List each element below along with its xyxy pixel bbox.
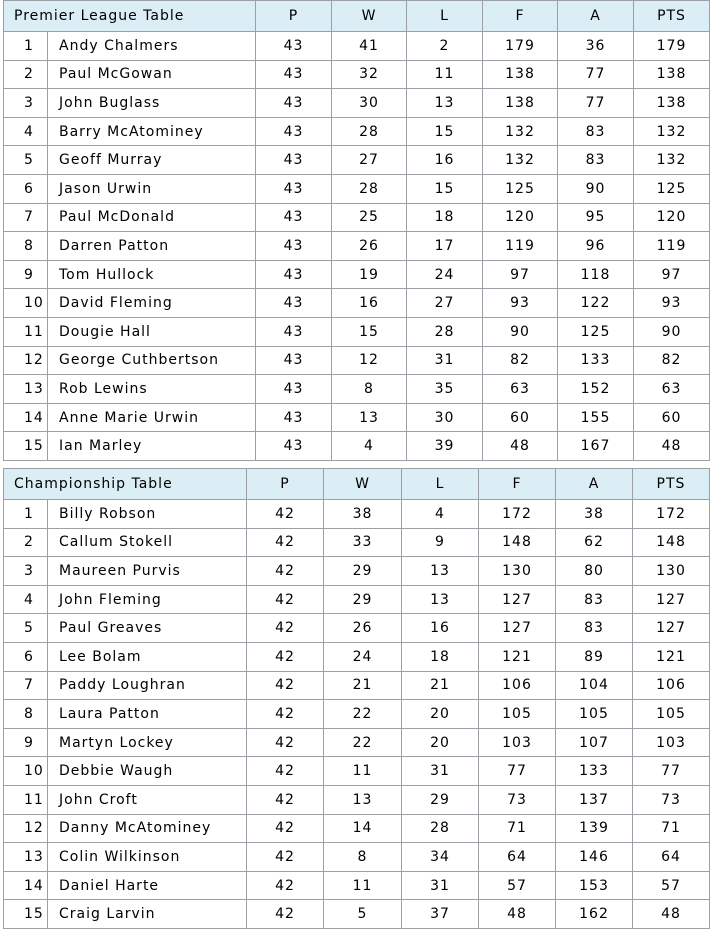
won-cell: 29 xyxy=(324,557,402,586)
for-cell: 125 xyxy=(483,174,558,203)
against-cell: 96 xyxy=(558,232,634,261)
player-name-cell: Martyn Lockey xyxy=(48,728,247,757)
table-row xyxy=(4,900,710,929)
position-cell: 3 xyxy=(4,89,48,118)
against-cell: 104 xyxy=(556,671,633,700)
player-name-cell: Paul Greaves xyxy=(48,614,247,643)
points-cell: 132 xyxy=(634,117,710,146)
against-cell: 77 xyxy=(558,89,634,118)
played-cell: 42 xyxy=(247,900,324,929)
table-row xyxy=(4,403,710,432)
lost-cell: 9 xyxy=(402,528,479,557)
won-cell: 25 xyxy=(332,203,407,232)
won-cell: 21 xyxy=(324,671,402,700)
for-cell: 57 xyxy=(479,871,556,900)
player-name-cell: Paddy Loughran xyxy=(48,671,247,700)
for-cell: 77 xyxy=(479,757,556,786)
championship-table xyxy=(3,468,710,929)
against-cell: 146 xyxy=(556,843,633,872)
against-cell: 105 xyxy=(556,700,633,729)
table-row xyxy=(4,557,710,586)
won-cell: 4 xyxy=(332,432,407,461)
points-cell: 60 xyxy=(634,403,710,432)
column-header-f: F xyxy=(483,1,558,32)
lost-cell: 34 xyxy=(402,843,479,872)
won-cell: 30 xyxy=(332,89,407,118)
points-cell: 90 xyxy=(634,317,710,346)
lost-cell: 17 xyxy=(407,232,483,261)
against-cell: 125 xyxy=(558,317,634,346)
player-name-cell: John Croft xyxy=(48,785,247,814)
won-cell: 8 xyxy=(332,375,407,404)
for-cell: 127 xyxy=(479,585,556,614)
for-cell: 97 xyxy=(483,260,558,289)
points-cell: 57 xyxy=(633,871,710,900)
position-cell: 3 xyxy=(4,557,48,586)
played-cell: 42 xyxy=(247,585,324,614)
played-cell: 42 xyxy=(247,871,324,900)
for-cell: 132 xyxy=(483,117,558,146)
player-name-cell: John Fleming xyxy=(48,585,247,614)
position-cell: 15 xyxy=(4,432,48,461)
won-cell: 8 xyxy=(324,843,402,872)
against-cell: 162 xyxy=(556,900,633,929)
against-cell: 95 xyxy=(558,203,634,232)
against-cell: 90 xyxy=(558,174,634,203)
points-cell: 93 xyxy=(634,289,710,318)
against-cell: 62 xyxy=(556,528,633,557)
against-cell: 83 xyxy=(558,146,634,175)
lost-cell: 18 xyxy=(407,203,483,232)
won-cell: 27 xyxy=(332,146,407,175)
points-cell: 130 xyxy=(633,557,710,586)
lost-cell: 35 xyxy=(407,375,483,404)
points-cell: 105 xyxy=(633,700,710,729)
table-row xyxy=(4,174,710,203)
points-cell: 48 xyxy=(633,900,710,929)
position-cell: 7 xyxy=(4,203,48,232)
against-cell: 155 xyxy=(558,403,634,432)
for-cell: 103 xyxy=(479,728,556,757)
player-name-cell: Callum Stokell xyxy=(48,528,247,557)
for-cell: 130 xyxy=(479,557,556,586)
won-cell: 38 xyxy=(324,500,402,529)
played-cell: 43 xyxy=(256,174,332,203)
table-body xyxy=(4,32,710,461)
column-header-pts: PTS xyxy=(634,1,710,32)
lost-cell: 4 xyxy=(402,500,479,529)
against-cell: 133 xyxy=(556,757,633,786)
lost-cell: 2 xyxy=(407,32,483,61)
table-row xyxy=(4,528,710,557)
player-name-cell: Geoff Murray xyxy=(48,146,256,175)
against-cell: 122 xyxy=(558,289,634,318)
table-row xyxy=(4,32,710,61)
played-cell: 42 xyxy=(247,700,324,729)
column-header-l: L xyxy=(407,1,483,32)
points-cell: 64 xyxy=(633,843,710,872)
player-name-cell: Billy Robson xyxy=(48,500,247,529)
points-cell: 103 xyxy=(633,728,710,757)
won-cell: 13 xyxy=(324,785,402,814)
table-row xyxy=(4,757,710,786)
won-cell: 22 xyxy=(324,700,402,729)
against-cell: 38 xyxy=(556,500,633,529)
lost-cell: 31 xyxy=(407,346,483,375)
lost-cell: 27 xyxy=(407,289,483,318)
played-cell: 42 xyxy=(247,528,324,557)
against-cell: 107 xyxy=(556,728,633,757)
column-header-a: A xyxy=(556,469,633,500)
position-cell: 4 xyxy=(4,117,48,146)
position-cell: 6 xyxy=(4,174,48,203)
player-name-cell: Barry McAtominey xyxy=(48,117,256,146)
for-cell: 63 xyxy=(483,375,558,404)
against-cell: 83 xyxy=(556,585,633,614)
lost-cell: 28 xyxy=(402,814,479,843)
position-cell: 2 xyxy=(4,528,48,557)
lost-cell: 30 xyxy=(407,403,483,432)
table-title: Championship Table xyxy=(4,469,247,500)
lost-cell: 29 xyxy=(402,785,479,814)
against-cell: 167 xyxy=(558,432,634,461)
won-cell: 16 xyxy=(332,289,407,318)
lost-cell: 13 xyxy=(402,585,479,614)
table-row xyxy=(4,203,710,232)
points-cell: 121 xyxy=(633,642,710,671)
for-cell: 60 xyxy=(483,403,558,432)
lost-cell: 20 xyxy=(402,728,479,757)
for-cell: 127 xyxy=(479,614,556,643)
against-cell: 36 xyxy=(558,32,634,61)
played-cell: 42 xyxy=(247,814,324,843)
position-cell: 5 xyxy=(4,614,48,643)
for-cell: 73 xyxy=(479,785,556,814)
won-cell: 26 xyxy=(332,232,407,261)
column-header-p: P xyxy=(247,469,324,500)
player-name-cell: Tom Hullock xyxy=(48,260,256,289)
table-row xyxy=(4,289,710,318)
table-row xyxy=(4,614,710,643)
position-cell: 4 xyxy=(4,585,48,614)
played-cell: 43 xyxy=(256,232,332,261)
points-cell: 148 xyxy=(633,528,710,557)
won-cell: 11 xyxy=(324,871,402,900)
lost-cell: 13 xyxy=(407,89,483,118)
table-header-row xyxy=(4,469,710,500)
table-row xyxy=(4,843,710,872)
won-cell: 19 xyxy=(332,260,407,289)
position-cell: 13 xyxy=(4,375,48,404)
player-name-cell: Craig Larvin xyxy=(48,900,247,929)
position-cell: 2 xyxy=(4,60,48,89)
for-cell: 120 xyxy=(483,203,558,232)
points-cell: 138 xyxy=(634,60,710,89)
against-cell: 77 xyxy=(558,60,634,89)
points-cell: 63 xyxy=(634,375,710,404)
position-cell: 1 xyxy=(4,500,48,529)
position-cell: 9 xyxy=(4,260,48,289)
won-cell: 41 xyxy=(332,32,407,61)
position-cell: 12 xyxy=(4,814,48,843)
player-name-cell: Paul McDonald xyxy=(48,203,256,232)
for-cell: 179 xyxy=(483,32,558,61)
points-cell: 132 xyxy=(634,146,710,175)
position-cell: 14 xyxy=(4,871,48,900)
lost-cell: 21 xyxy=(402,671,479,700)
player-name-cell: George Cuthbertson xyxy=(48,346,256,375)
player-name-cell: Jason Urwin xyxy=(48,174,256,203)
premier-league-table xyxy=(3,0,710,461)
player-name-cell: Darren Patton xyxy=(48,232,256,261)
table-row xyxy=(4,785,710,814)
for-cell: 48 xyxy=(479,900,556,929)
for-cell: 82 xyxy=(483,346,558,375)
against-cell: 137 xyxy=(556,785,633,814)
column-header-a: A xyxy=(558,1,634,32)
player-name-cell: Debbie Waugh xyxy=(48,757,247,786)
for-cell: 64 xyxy=(479,843,556,872)
lost-cell: 31 xyxy=(402,757,479,786)
player-name-cell: Dougie Hall xyxy=(48,317,256,346)
for-cell: 172 xyxy=(479,500,556,529)
lost-cell: 39 xyxy=(407,432,483,461)
table-row xyxy=(4,317,710,346)
points-cell: 138 xyxy=(634,89,710,118)
position-cell: 14 xyxy=(4,403,48,432)
column-header-pts: PTS xyxy=(633,469,710,500)
played-cell: 42 xyxy=(247,557,324,586)
player-name-cell: Laura Patton xyxy=(48,700,247,729)
lost-cell: 16 xyxy=(402,614,479,643)
position-cell: 5 xyxy=(4,146,48,175)
column-header-w: W xyxy=(324,469,402,500)
for-cell: 105 xyxy=(479,700,556,729)
lost-cell: 28 xyxy=(407,317,483,346)
played-cell: 43 xyxy=(256,89,332,118)
lost-cell: 20 xyxy=(402,700,479,729)
table-row xyxy=(4,500,710,529)
table-row xyxy=(4,871,710,900)
lost-cell: 15 xyxy=(407,117,483,146)
table-row xyxy=(4,585,710,614)
played-cell: 43 xyxy=(256,260,332,289)
for-cell: 48 xyxy=(483,432,558,461)
table-row xyxy=(4,232,710,261)
player-name-cell: Paul McGowan xyxy=(48,60,256,89)
for-cell: 132 xyxy=(483,146,558,175)
table-row xyxy=(4,728,710,757)
won-cell: 26 xyxy=(324,614,402,643)
table-row xyxy=(4,260,710,289)
points-cell: 119 xyxy=(634,232,710,261)
played-cell: 43 xyxy=(256,146,332,175)
against-cell: 80 xyxy=(556,557,633,586)
position-cell: 10 xyxy=(4,757,48,786)
table-body xyxy=(4,500,710,929)
player-name-cell: Colin Wilkinson xyxy=(48,843,247,872)
against-cell: 153 xyxy=(556,871,633,900)
table-row xyxy=(4,642,710,671)
table-row xyxy=(4,117,710,146)
column-header-w: W xyxy=(332,1,407,32)
won-cell: 11 xyxy=(324,757,402,786)
won-cell: 24 xyxy=(324,642,402,671)
table-row xyxy=(4,432,710,461)
position-cell: 15 xyxy=(4,900,48,929)
played-cell: 43 xyxy=(256,117,332,146)
column-header-p: P xyxy=(256,1,332,32)
won-cell: 14 xyxy=(324,814,402,843)
lost-cell: 16 xyxy=(407,146,483,175)
for-cell: 106 xyxy=(479,671,556,700)
player-name-cell: John Buglass xyxy=(48,89,256,118)
won-cell: 22 xyxy=(324,728,402,757)
player-name-cell: David Fleming xyxy=(48,289,256,318)
points-cell: 71 xyxy=(633,814,710,843)
player-name-cell: Danny McAtominey xyxy=(48,814,247,843)
played-cell: 42 xyxy=(247,757,324,786)
player-name-cell: Maureen Purvis xyxy=(48,557,247,586)
played-cell: 43 xyxy=(256,289,332,318)
played-cell: 42 xyxy=(247,785,324,814)
for-cell: 90 xyxy=(483,317,558,346)
for-cell: 121 xyxy=(479,642,556,671)
position-cell: 6 xyxy=(4,642,48,671)
for-cell: 138 xyxy=(483,89,558,118)
points-cell: 48 xyxy=(634,432,710,461)
lost-cell: 15 xyxy=(407,174,483,203)
played-cell: 43 xyxy=(256,375,332,404)
table-header-row xyxy=(4,1,710,32)
won-cell: 28 xyxy=(332,117,407,146)
against-cell: 83 xyxy=(558,117,634,146)
won-cell: 12 xyxy=(332,346,407,375)
against-cell: 89 xyxy=(556,642,633,671)
for-cell: 148 xyxy=(479,528,556,557)
for-cell: 71 xyxy=(479,814,556,843)
table-row xyxy=(4,814,710,843)
player-name-cell: Andy Chalmers xyxy=(48,32,256,61)
table-row xyxy=(4,671,710,700)
points-cell: 106 xyxy=(633,671,710,700)
won-cell: 5 xyxy=(324,900,402,929)
played-cell: 42 xyxy=(247,642,324,671)
won-cell: 15 xyxy=(332,317,407,346)
table-row xyxy=(4,146,710,175)
position-cell: 9 xyxy=(4,728,48,757)
player-name-cell: Anne Marie Urwin xyxy=(48,403,256,432)
points-cell: 77 xyxy=(633,757,710,786)
points-cell: 127 xyxy=(633,614,710,643)
for-cell: 93 xyxy=(483,289,558,318)
played-cell: 43 xyxy=(256,32,332,61)
table-row xyxy=(4,346,710,375)
played-cell: 42 xyxy=(247,728,324,757)
player-name-cell: Rob Lewins xyxy=(48,375,256,404)
position-cell: 8 xyxy=(4,232,48,261)
against-cell: 139 xyxy=(556,814,633,843)
position-cell: 12 xyxy=(4,346,48,375)
played-cell: 43 xyxy=(256,60,332,89)
played-cell: 42 xyxy=(247,614,324,643)
played-cell: 42 xyxy=(247,500,324,529)
position-cell: 7 xyxy=(4,671,48,700)
for-cell: 138 xyxy=(483,60,558,89)
played-cell: 42 xyxy=(247,843,324,872)
played-cell: 43 xyxy=(256,403,332,432)
points-cell: 179 xyxy=(634,32,710,61)
against-cell: 152 xyxy=(558,375,634,404)
player-name-cell: Ian Marley xyxy=(48,432,256,461)
lost-cell: 24 xyxy=(407,260,483,289)
won-cell: 29 xyxy=(324,585,402,614)
points-cell: 73 xyxy=(633,785,710,814)
won-cell: 32 xyxy=(332,60,407,89)
played-cell: 43 xyxy=(256,432,332,461)
points-cell: 120 xyxy=(634,203,710,232)
position-cell: 13 xyxy=(4,843,48,872)
points-cell: 125 xyxy=(634,174,710,203)
points-cell: 97 xyxy=(634,260,710,289)
points-cell: 172 xyxy=(633,500,710,529)
table-row xyxy=(4,375,710,404)
lost-cell: 31 xyxy=(402,871,479,900)
table-row xyxy=(4,89,710,118)
position-cell: 10 xyxy=(4,289,48,318)
against-cell: 83 xyxy=(556,614,633,643)
against-cell: 133 xyxy=(558,346,634,375)
table-title: Premier League Table xyxy=(4,1,256,32)
played-cell: 43 xyxy=(256,203,332,232)
position-cell: 8 xyxy=(4,700,48,729)
lost-cell: 13 xyxy=(402,557,479,586)
against-cell: 118 xyxy=(558,260,634,289)
player-name-cell: Daniel Harte xyxy=(48,871,247,900)
table-row xyxy=(4,700,710,729)
table-row xyxy=(4,60,710,89)
position-cell: 11 xyxy=(4,317,48,346)
lost-cell: 11 xyxy=(407,60,483,89)
won-cell: 28 xyxy=(332,174,407,203)
points-cell: 127 xyxy=(633,585,710,614)
column-header-l: L xyxy=(402,469,479,500)
points-cell: 82 xyxy=(634,346,710,375)
position-cell: 1 xyxy=(4,32,48,61)
played-cell: 42 xyxy=(247,671,324,700)
column-header-f: F xyxy=(479,469,556,500)
won-cell: 33 xyxy=(324,528,402,557)
won-cell: 13 xyxy=(332,403,407,432)
played-cell: 43 xyxy=(256,317,332,346)
lost-cell: 37 xyxy=(402,900,479,929)
player-name-cell: Lee Bolam xyxy=(48,642,247,671)
for-cell: 119 xyxy=(483,232,558,261)
played-cell: 43 xyxy=(256,346,332,375)
position-cell: 11 xyxy=(4,785,48,814)
lost-cell: 18 xyxy=(402,642,479,671)
